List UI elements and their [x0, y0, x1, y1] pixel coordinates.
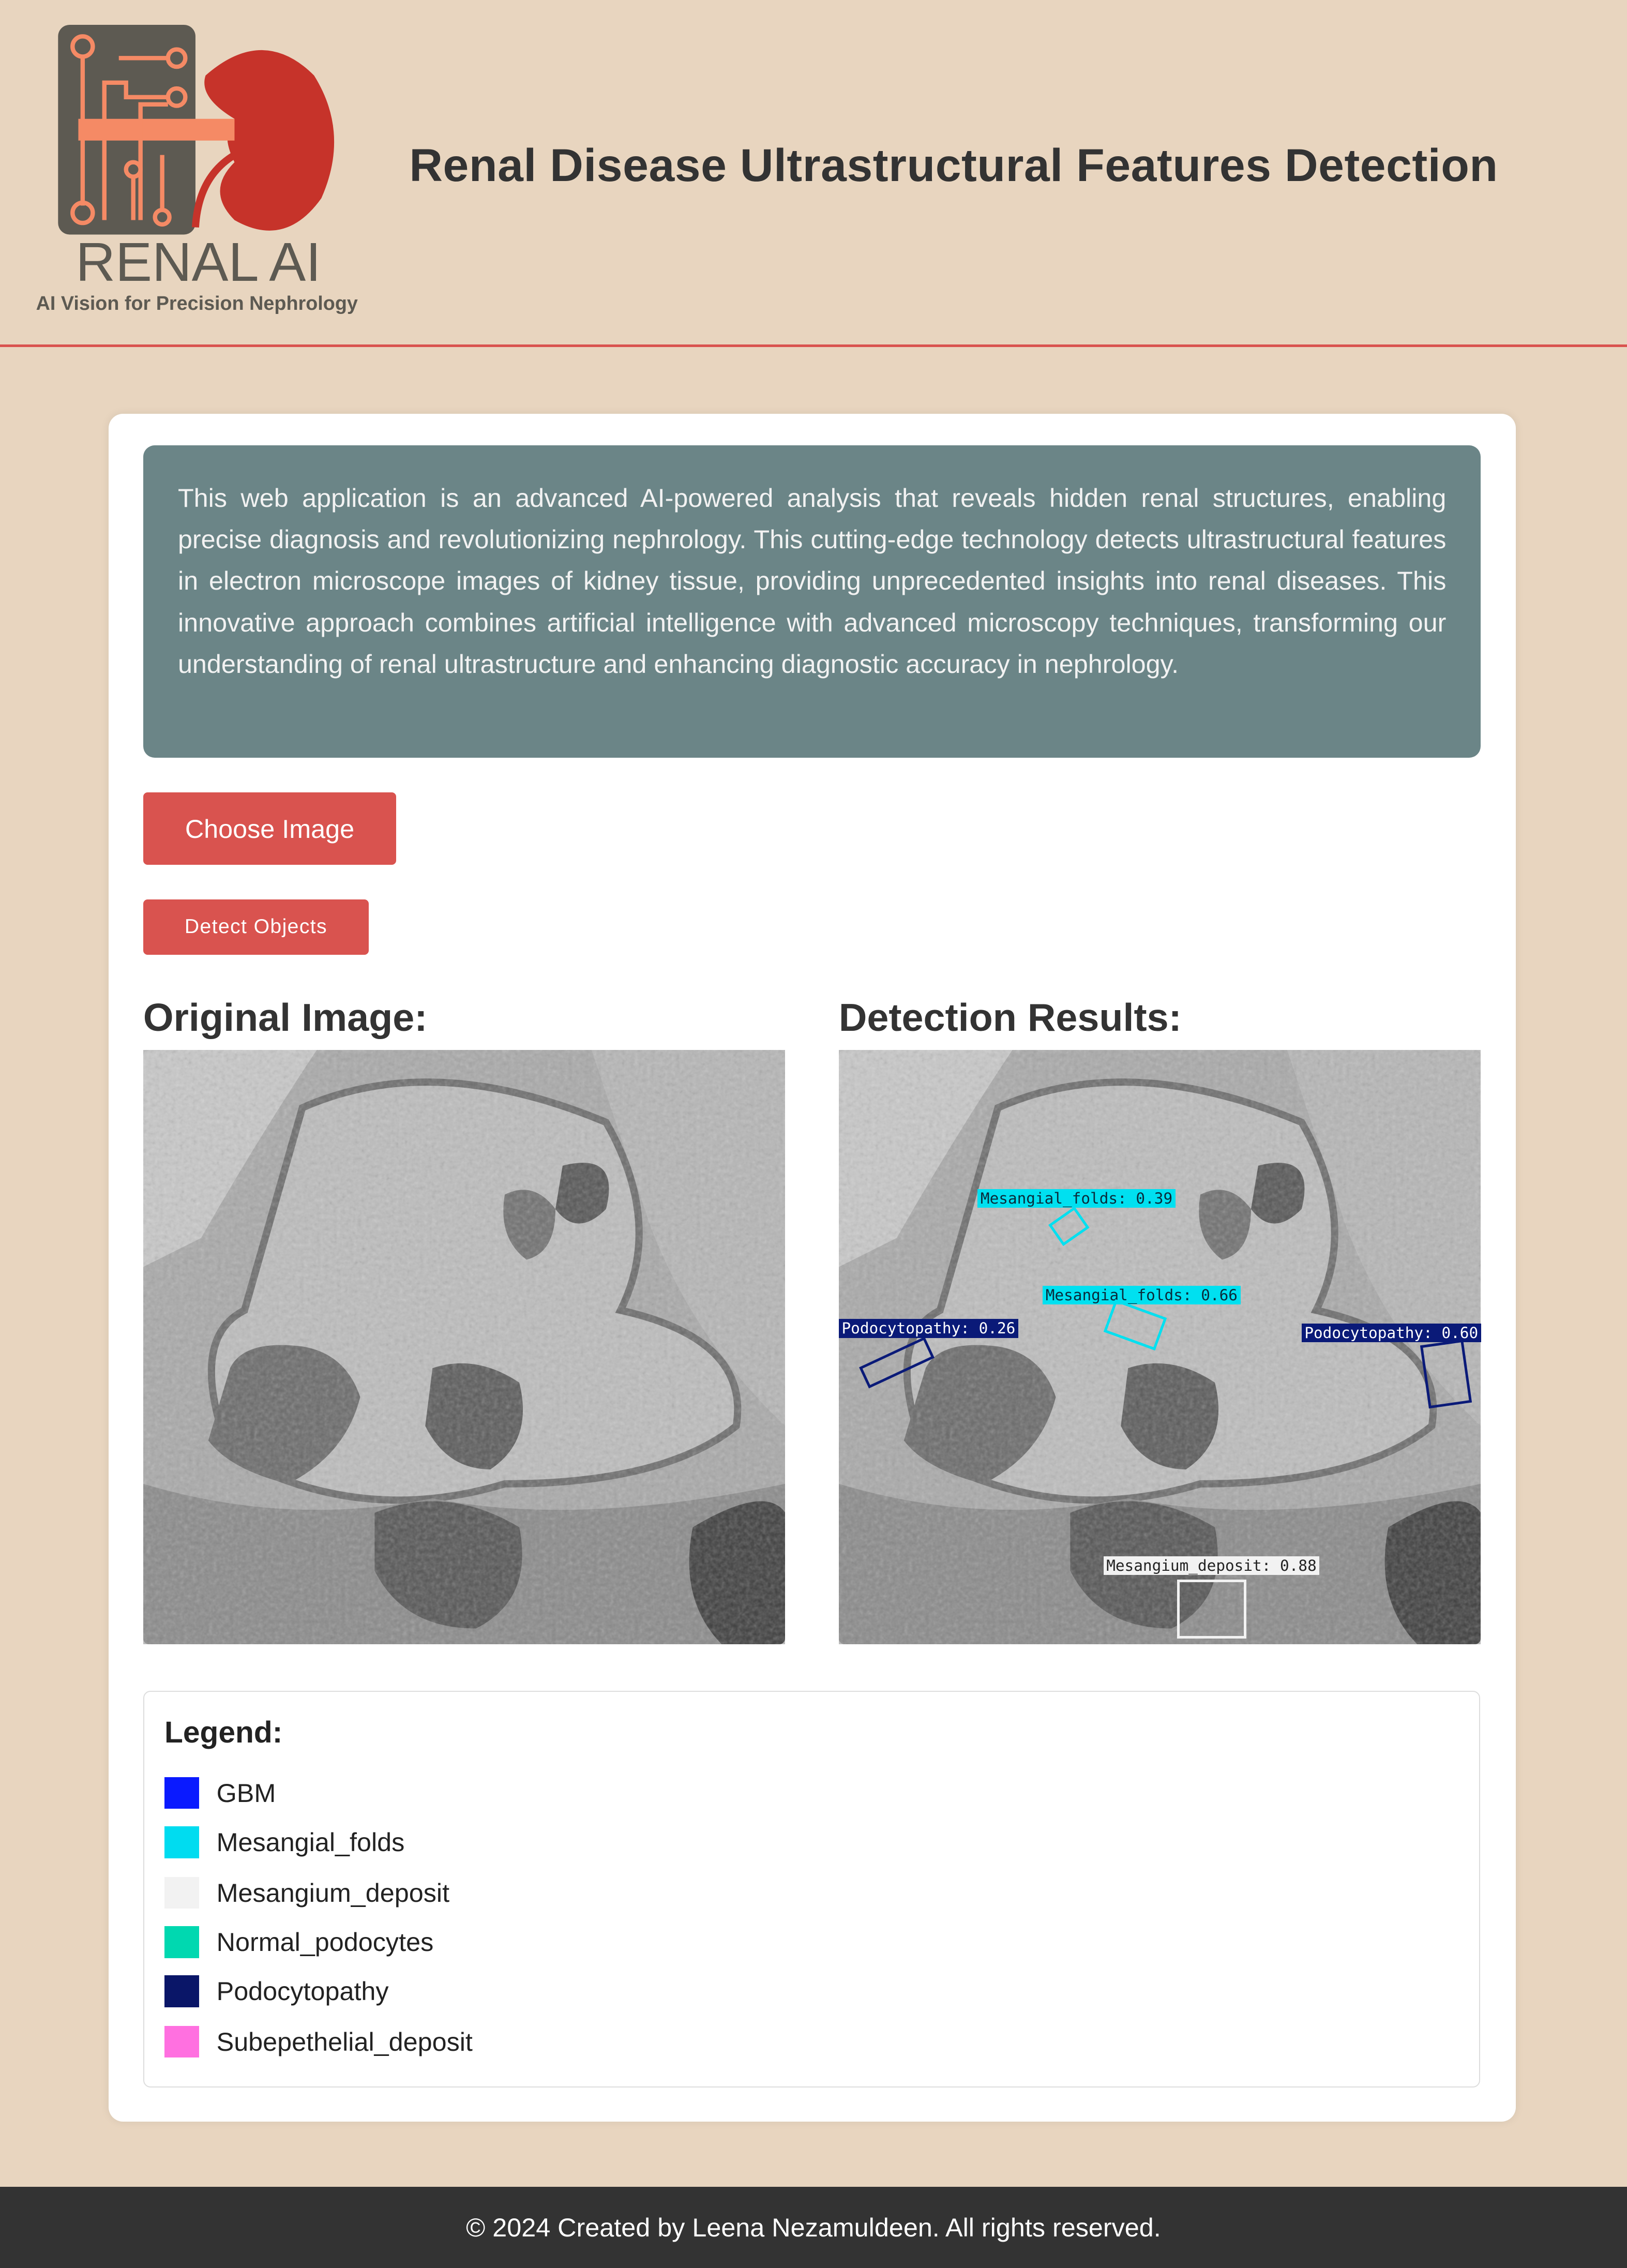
- legend-swatch: [164, 1877, 199, 1909]
- detection-results-heading: Detection Results:: [838, 995, 1182, 1039]
- renal-ai-logo: [18, 18, 379, 321]
- legend-swatch: [164, 1826, 199, 1858]
- legend-title: Legend:: [164, 1715, 283, 1749]
- detection-mesangium-deposit: [839, 1050, 1481, 1644]
- main-card: [109, 414, 1516, 2122]
- detection-result-image: [839, 1050, 1481, 1644]
- app-description: This web application is an advanced AI-powered analysis that reveals hidden renal structures, enabling precise diagnosis and revolutionizing nephrology. This cutting-edge technology detects ultrastructural features in electron microscope images of kidney tissue, providing unprecedented insights into renal diseases. This innovative approach combines artificial intelligence with advanced microscopy techniques, transforming our understanding of renal ultrastructure and enhancing diagnostic accuracy in nephrology.: [143, 445, 1481, 758]
- page-title: Renal Disease Ultrastructural Features Detection: [409, 139, 1498, 191]
- legend-item-mesangium-deposit: Mesangium_deposit: [164, 1875, 449, 1910]
- legend-swatch: [164, 2026, 199, 2058]
- choose-image-button[interactable]: Choose Image: [143, 792, 396, 865]
- detection-box: [1177, 1580, 1246, 1639]
- legend-item-mesangial-folds: Mesangial_folds: [164, 1825, 404, 1859]
- legend-swatch: [164, 1777, 199, 1809]
- legend-item-podocytopathy: Podocytopathy: [164, 1974, 389, 2008]
- legend: [143, 1691, 1480, 2087]
- detect-objects-button[interactable]: Detect Objects: [143, 899, 369, 954]
- legend-swatch: [164, 1926, 199, 1958]
- detection-label: Podocytopathy: 0.60: [1302, 1324, 1481, 1342]
- legend-item-gbm: GBM: [164, 1776, 276, 1810]
- legend-item-subepethelial-deposit: Subepethelial_deposit: [164, 2024, 473, 2059]
- detection-label: Mesangial_folds: 0.66: [1043, 1286, 1240, 1304]
- legend-item-normal-podocytes: Normal_podocytes: [164, 1925, 433, 1959]
- footer: [0, 2187, 1627, 2268]
- detection-label: Podocytopathy: 0.26: [839, 1319, 1018, 1338]
- legend-swatch: [164, 1975, 199, 2007]
- header: [0, 0, 1627, 347]
- footer-text: © 2024 Created by Leena Nezamuldeen. All rights reserved.: [466, 2212, 1161, 2242]
- original-image-heading: Original Image:: [143, 995, 428, 1039]
- original-image: [143, 1050, 786, 1644]
- svg-text:AI Vision for Precision Nephro: AI Vision for Precision Nephrology: [36, 292, 358, 314]
- detection-label: Mesangium_deposit: 0.88: [1104, 1556, 1320, 1575]
- svg-text:RENAL AI: RENAL AI: [75, 231, 321, 293]
- kidney-circuit-icon: [18, 18, 379, 321]
- detection-label: Mesangial_folds: 0.39: [977, 1189, 1175, 1208]
